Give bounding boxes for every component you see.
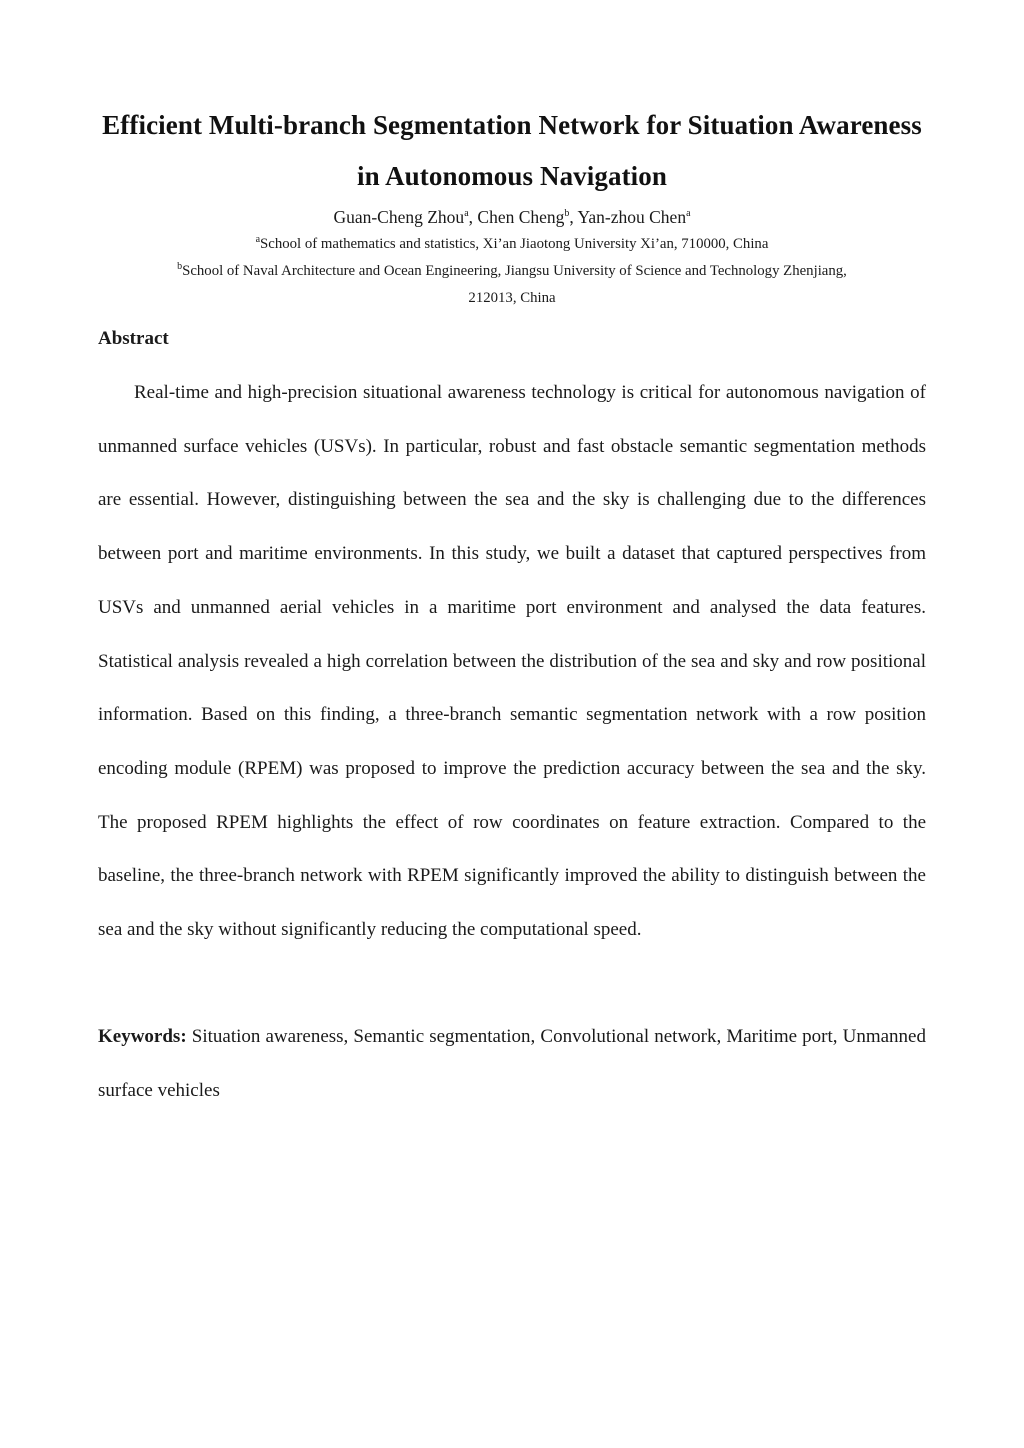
keywords-label: Keywords: (98, 1026, 187, 1047)
author-separator: , (569, 207, 578, 227)
affiliation-b (0, 263, 1024, 280)
author-name: Chen Cheng (477, 207, 565, 227)
paper-title-line-2: in Autonomous Navigation (357, 161, 667, 191)
author-separator: , (468, 207, 478, 227)
affiliation-text: School of mathematics and statistics, Xi’an Jiaotong University Xi’an, 710000, China (260, 236, 769, 252)
affiliation-a (0, 236, 1024, 253)
abstract-heading: Abstract (98, 328, 169, 349)
affiliation-b-continued: 212013, China (468, 290, 556, 306)
paper-title-line-1: Efficient Multi-branch Segmentation Network for Situation Awareness (102, 110, 922, 140)
abstract-body: Real-time and high-precision situational awareness technology is critical for autonomous navigation of unmanned surface vehicles (USVs). In particular, robust and fast obstacle semantic segmentation methods are essential. However, distinguishing between the sea and the sky is challenging due to the differences between port and maritime environments. In this study, we built a dataset that captured perspectives from USVs and unmanned aerial vehicles in a maritime port environment and analysed the data features. Statistical analysis revealed a high correlation between the distribution of the sea and sky and row positional information. Based on this finding, a three-branch semantic segmentation network with a row position encoding module (RPEM) was proposed to improve the prediction accuracy between the sea and the sky. The proposed RPEM highlights the effect of row coordinates on feature extraction. Compared to the baseline, the three-branch network with RPEM significantly improved the ability to distinguish between the sea and the sky without significantly reducing the computational speed. (98, 382, 926, 941)
affiliation-mark: b (177, 261, 183, 273)
author-affiliation-mark: b (564, 208, 570, 220)
author-affiliation-mark: a (686, 208, 691, 220)
keywords-text: Situation awareness, Semantic segmentation, Convolutional network, Maritime port, Unmanned surface vehicles (98, 1026, 926, 1101)
affiliation-mark: a (255, 234, 261, 246)
author-name: Guan-Cheng Zhou (333, 207, 465, 227)
affiliation-text: School of Naval Architecture and Ocean Engineering, Jiangsu University of Science and Technology Zhenjiang, (182, 263, 847, 279)
author-affiliation-mark: a (464, 208, 469, 220)
author-list (0, 207, 1024, 228)
keywords-paragraph (98, 1010, 926, 1117)
author-name: Yan-zhou Chen (577, 207, 687, 227)
